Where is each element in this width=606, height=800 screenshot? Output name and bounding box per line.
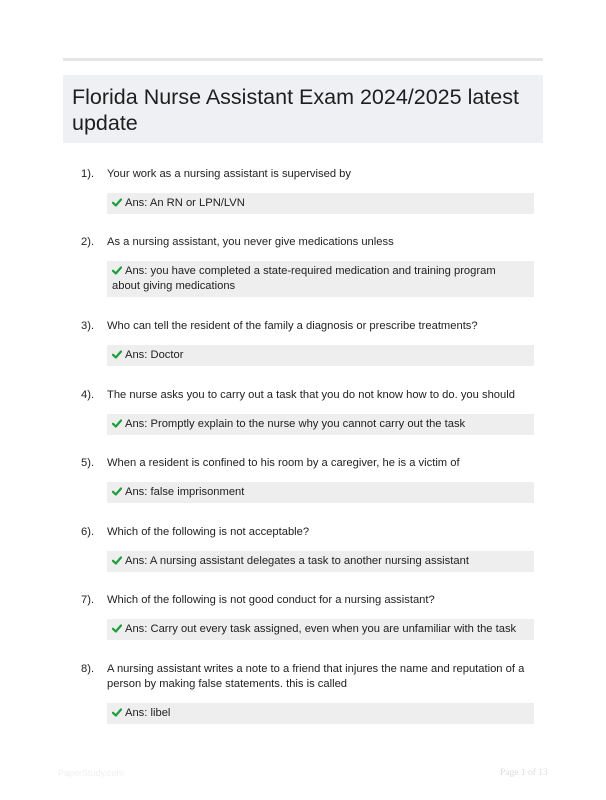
- question-item: [63, 319, 543, 366]
- answer-text: Promptly explain to the nurse why you cannot carry out the task: [150, 418, 466, 430]
- answer-box: [107, 619, 534, 640]
- answer-text: Carry out every task assigned, even when you are unfamiliar with the task: [150, 623, 517, 635]
- question-number: 2).: [81, 236, 95, 248]
- question-number: 4).: [81, 389, 95, 401]
- answer-prefix: Ans:: [125, 555, 148, 567]
- title-box: [63, 75, 543, 143]
- answer-prefix: Ans:: [125, 265, 148, 277]
- question-item: [63, 456, 543, 503]
- question-item: [63, 388, 543, 435]
- answer-prefix: Ans:: [125, 623, 148, 635]
- checkmark-icon: [112, 556, 122, 565]
- checkmark-icon: [112, 266, 122, 275]
- answer-text: Doctor: [150, 349, 184, 361]
- answer-box: [107, 703, 534, 724]
- question-item: [63, 235, 543, 297]
- question-number: 5).: [81, 457, 95, 469]
- page-number: Page 1 of 13: [500, 768, 548, 778]
- page-title: Florida Nurse Assistant Exam 2024/2025 latest update: [72, 85, 519, 135]
- answer-box: [107, 551, 534, 572]
- checkmark-icon: [112, 487, 122, 496]
- answer-prefix: Ans:: [125, 418, 148, 430]
- answer-box: [107, 414, 534, 435]
- answer-text: An RN or LPN/LVN: [149, 197, 245, 209]
- question-text: A nursing assistant writes a note to a friend that injures the name and reputation of a person by making false statements. this is called: [107, 663, 525, 690]
- checkmark-icon: [112, 198, 122, 207]
- answer-text: libel: [150, 707, 171, 719]
- answer-box: [107, 193, 534, 214]
- footer-watermark: PaperStudy.com: [58, 768, 124, 778]
- question-text: When a resident is confined to his room by a caregiver, he is a victim of: [107, 457, 460, 469]
- question-item: [63, 662, 543, 724]
- question-number: 3).: [81, 320, 95, 332]
- checkmark-icon: [112, 350, 122, 359]
- question-item: [63, 593, 543, 640]
- question-number: 8).: [81, 663, 95, 675]
- question-text: Which of the following is not good conduct for a nursing assistant?: [107, 594, 435, 606]
- answer-prefix: Ans:: [125, 349, 148, 361]
- question-text: The nurse asks you to carry out a task that you do not know how to do. you should: [107, 389, 515, 401]
- top-divider: [63, 58, 543, 61]
- answer-text: A nursing assistant delegates a task to another nursing assistant: [149, 555, 469, 567]
- question-text: As a nursing assistant, you never give medications unless: [107, 236, 394, 248]
- question-number: 6).: [81, 526, 95, 538]
- answer-text: you have completed a state-required medication and training program about giving medications: [112, 265, 496, 292]
- question-number: 7).: [81, 594, 95, 606]
- answer-text: false imprisonment: [150, 486, 245, 498]
- question-item: [63, 525, 543, 572]
- answer-box: [107, 261, 534, 297]
- answer-prefix: Ans:: [125, 486, 148, 498]
- question-text: Your work as a nursing assistant is supervised by: [107, 168, 351, 180]
- question-text: Which of the following is not acceptable?: [107, 526, 310, 538]
- checkmark-icon: [112, 624, 122, 633]
- checkmark-icon: [112, 708, 122, 717]
- answer-prefix: Ans:: [125, 707, 148, 719]
- question-number: 1).: [81, 168, 95, 180]
- answer-box: [107, 345, 534, 366]
- question-text: Who can tell the resident of the family a diagnosis or prescribe treatments?: [107, 320, 478, 332]
- answer-box: [107, 482, 534, 503]
- checkmark-icon: [112, 419, 122, 428]
- question-item: [63, 167, 543, 214]
- answer-prefix: Ans:: [125, 197, 148, 209]
